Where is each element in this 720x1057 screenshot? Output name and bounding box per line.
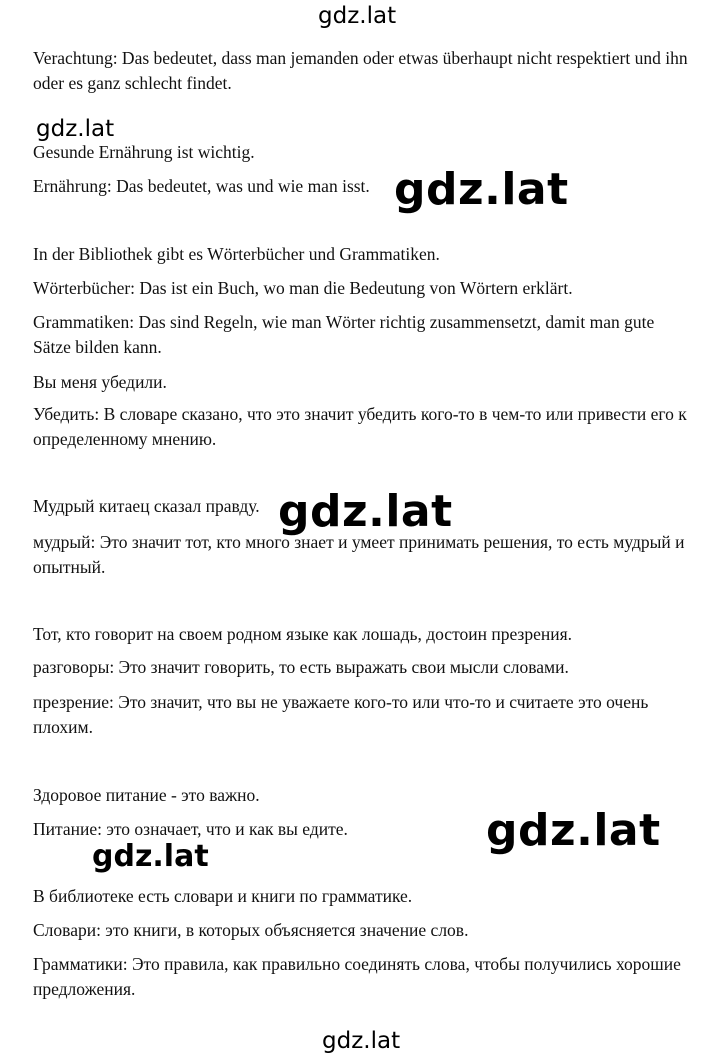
paragraph-slovari: Словари: это книги, в которых объясняется значение слов. [33,920,469,940]
watermark-left-upper: gdz.lat [36,116,115,142]
paragraph-verachtung: Verachtung: Das bedeutet, dass man jemanden oder etwas überhaupt nicht respektiert und ihn oder es ganz schlecht findet. [33,48,688,93]
watermark-left-lower: gdz.lat [92,839,209,874]
paragraph-razgovory: разговоры: Это значит говорить, то есть выражать свои мысли словами. [33,657,569,677]
paragraph-ubedili: Вы меня убедили. [33,372,167,392]
paragraph-tot-kto: Тот, кто говорит на своем родном языке как лошадь, достоин презрения. [33,624,573,644]
paragraph-grammatiken: Grammatiken: Das sind Regeln, wie man Wörter richtig zusammensetzt, damit man gute Sätze bilden kann. [33,312,655,357]
watermark-big-middle: gdz.lat [278,486,453,537]
paragraph-ubedit: Убедить: В словаре сказано, что это значит убедить кого-то в чем-то или привести его к определенному мнению. [33,404,687,449]
paragraph-v-biblioteke: В библиотеке есть словари и книги по грамматике. [33,886,413,906]
paragraph-bibliothek: In der Bibliothek gibt es Wörterbücher und Grammatiken. [33,244,440,264]
paragraph-grammatiki: Грамматики: Это правила, как правильно соединять слова, чтобы получились хорошие предложения. [33,954,681,999]
paragraph-mudryi-kitaets: Мудрый китаец сказал правду. [33,496,260,516]
paragraph-gesunde-ernaehrung: Gesunde Ernährung ist wichtig. [33,142,255,162]
watermark-bottom: gdz.lat [322,1028,401,1054]
paragraph-woerterbuecher: Wörterbücher: Das ist ein Buch, wo man die Bedeutung von Wörtern erklärt. [33,278,573,298]
paragraph-mudryi: мудрый: Это значит тот, кто много знает и умеет принимать решения, то есть мудрый и опытный. [33,532,685,577]
paragraph-zdorovoe-pitanie: Здоровое питание - это важно. [33,785,260,805]
watermark-top: gdz.lat [318,3,397,29]
paragraph-prezrenie: презрение: Это значит, что вы не уважаете кого-то или что-то и считаете это очень плохим. [33,692,649,737]
paragraph-ernaehrung: Ernährung: Das bedeutet, was und wie man isst. [33,176,370,196]
watermark-big-lower: gdz.lat [486,805,661,856]
watermark-big-upper: gdz.lat [394,164,569,215]
paragraph-pitanie: Питание: это означает, что и как вы едите. [33,819,348,839]
